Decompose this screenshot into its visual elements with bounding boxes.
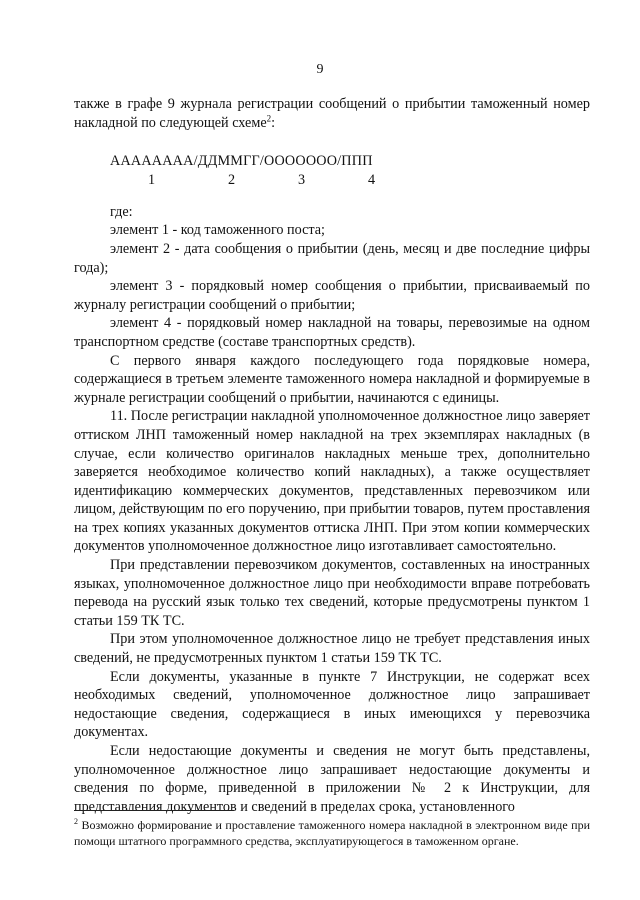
intro-end: : — [271, 114, 276, 131]
scheme-number: 1 — [148, 171, 156, 188]
paragraph: Если документы, указанные в пункте 7 Инструкции, не содержат всех необходимых сведений, уполномоченное должностное лицо запрашивает недостающие сведения, содержащиеся в иных имеющихся у перевозчика документах. — [74, 668, 590, 741]
paragraph: При представлении перевозчиком документов, составленных на иностранных языках, уполномоченное должностное лицо при необходимости вправе потребовать перевода на русский язык только тех сведений, которые предусмотрены пунктом 1 статьи 159 ТК ТС. — [74, 557, 590, 629]
intro-text: также в графе 9 журнала регистрации сообщений о прибытии таможенный номер накладной по следующей схеме — [74, 96, 590, 131]
paragraph: С первого января каждого последующего года порядковые номера, содержащиеся в третьем элементе таможенного номера накладной и формируемые в журнале регистрации сообщений о прибытии, начинаются с единицы. — [74, 352, 590, 406]
element-description: элемент 1 - код таможенного поста; — [110, 222, 325, 239]
footnote — [74, 818, 590, 849]
footnote-mark: 2 — [74, 817, 78, 826]
scheme-number: 4 — [368, 171, 376, 188]
scheme-pattern: АААААААА/ДДММГГ/ООООООО/ППП — [110, 153, 373, 170]
footnote-text: Возможно формирование и проставление таможенного номера накладной в электронном виде при помощи штатного программного средства, эксплуатирующегося в таможенном органе. — [74, 818, 591, 848]
where-label: где: — [110, 203, 133, 220]
element-description: элемент 4 - порядковый номер накладной на товары, перевозимые на одном транспортном средстве (составе транспортных средств). — [74, 315, 590, 350]
number-scheme — [110, 152, 590, 189]
document-body — [74, 95, 590, 816]
paragraph: При этом уполномоченное должностное лицо не требует представления иных сведений, не предусмотренных пунктом 1 статьи 159 ТК ТС. — [74, 631, 590, 667]
element-description: элемент 3 - порядковый номер сообщения о прибытии, присваиваемый по журналу регистрации сообщений о прибытии; — [74, 278, 590, 313]
footnote-divider — [74, 810, 234, 811]
scheme-number: 2 — [228, 171, 236, 188]
footnote-reference: 2 — [266, 112, 272, 123]
page-number: 9 — [316, 62, 324, 77]
paragraph: 11. После регистрации накладной уполномоченное должностное лицо заверяет оттиском ЛНП таможенный номер накладной на трех экземплярах накладных (в случае, если количество оригиналов накладных меньше трех, дополнительно заверяется необходимое количество копий накладных), а также осуществляет идентификацию коммерческих документов, представленных перевозчиком или лицом, действующим по его поручению, при прибытии товаров, путем проставления на трех копиях указанных документов оттиска ЛНП. При этом копии коммерческих документов уполномоченное должностное лицо изготавливает самостоятельно. — [74, 408, 590, 555]
element-description: элемент 2 - дата сообщения о прибытии (день, месяц и две последние цифры года); — [74, 240, 590, 276]
paragraph: Если недостающие документы и сведения не могут быть представлены, уполномоченное должностное лицо запрашивает недостающие документы и сведения по форме, приведенной в приложении № 2 к Инструкции, для представления документов и сведений в пределах срока, установленного — [74, 743, 590, 815]
scheme-element-numbers — [110, 171, 590, 189]
intro-paragraph — [74, 95, 590, 132]
scheme-number: 3 — [298, 171, 306, 188]
